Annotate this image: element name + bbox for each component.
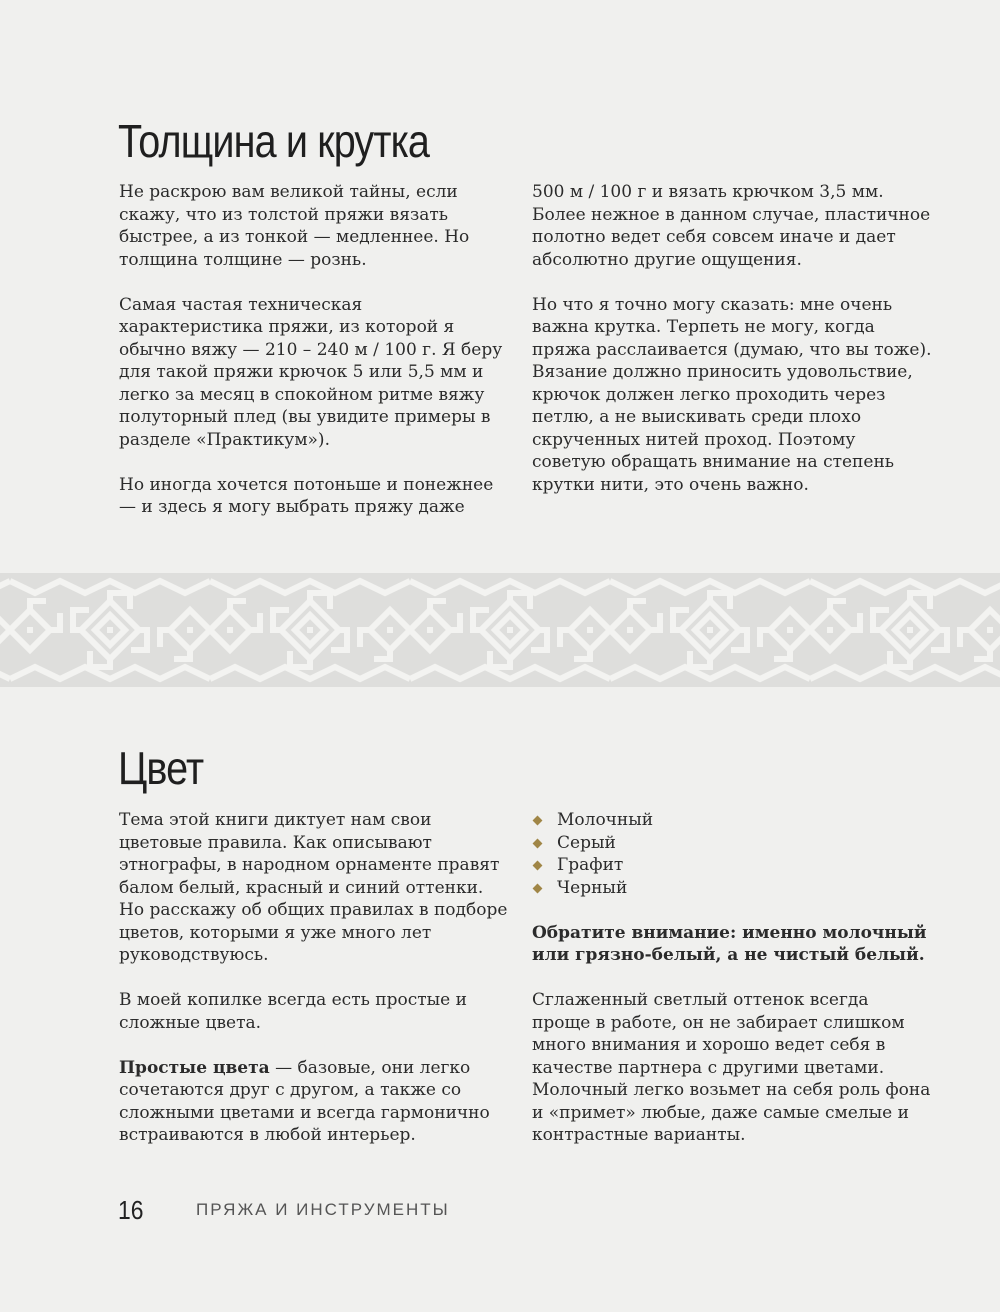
paragraph: Сглаженный светлый оттенок всегда проще в работе, он не забирает слишком много внимания и хорошо ведет себя в качестве партнера с другими цветами. Молочный легко возьмет на себя роль фона и «примет» любые, даже самые смелые и контрастные варианты. [532, 990, 931, 1145]
section2-right-column [532, 809, 932, 1147]
paragraph: 500 м / 100 г и вязать крючком 3,5 мм. Более нежное в данном случае, пластичное полотно ведет себя совсем иначе и дает абсолютно другие ощущения. [532, 182, 931, 270]
paragraph [119, 1057, 509, 1147]
paragraph: Но иногда хочется потоньше и понежнее — и здесь я могу выбрать пряжу даже [119, 474, 494, 517]
paragraph-text: — базовые, они легко сочетаются друг с другом, а также со сложными цветами и всегда гармонично встраиваются в любой интерьер. [119, 1057, 490, 1145]
diamond-bullet-icon [533, 816, 543, 826]
paragraph: В моей копилке всегда есть простые и сложные цвета. [119, 990, 467, 1033]
note-paragraph: Обратите внимание: именно молочный или грязно-белый, а не чистый белый. [532, 922, 927, 965]
list-item: Молочный [532, 809, 932, 832]
list-item: Серый [532, 832, 932, 855]
page-number: 16 [118, 1195, 144, 1225]
paragraph: Не раскрою вам великой тайны, если скажу, что из толстой пряжи вязать быстрее, а из тонкой — медленнее. Но толщина толщине — рознь. [119, 182, 470, 270]
list-item: Графит [532, 854, 932, 877]
paragraph: Но что я точно могу сказать: мне очень важна крутка. Терпеть не могу, когда пряжа расслаивается (думаю, что вы тоже). Вязание должно приносить удовольствие, крючок должен легко проходить через петлю, а не выискивать среди плохо скрученных нитей проход. Поэтому советую обращать внимание на степень крутки нити, это очень важно. [532, 294, 932, 495]
diamond-bullet-icon [533, 838, 543, 848]
running-footer-section: ПРЯЖА И ИНСТРУМЕНТЫ [196, 1200, 450, 1219]
diamond-bullet-icon [533, 861, 543, 871]
bold-term: Простые цвета [119, 1057, 270, 1078]
color-list [532, 809, 932, 899]
paragraph: Самая частая техническая характеристика пряжи, из которой я обычно вяжу — 210 – 240 м / 100 г. Я беру для такой пряжи крючок 5 или 5,5 мм и легко за месяц в спокойном ритме вяжу полуторный плед (вы увидите примеры в разделе «Практикум»). [119, 294, 503, 450]
section-title-thickness: Толщина и крутка [118, 115, 430, 167]
section-title-color: Цвет [118, 742, 204, 794]
section1-right-column [532, 181, 932, 496]
diamond-bullet-icon [533, 883, 543, 893]
list-item: Черный [532, 877, 932, 900]
section1-left-column [119, 181, 509, 519]
paragraph: Тема этой книги диктует нам свои цветовые правила. Как описывают этнографы, в народном орнаменте правят балом белый, красный и синий оттенки. Но расскажу об общих правилах в подборе цветов, которыми я уже много лет руководствуюсь. [119, 810, 508, 965]
section2-left-column [119, 809, 509, 1147]
ornament-band [0, 573, 1000, 687]
